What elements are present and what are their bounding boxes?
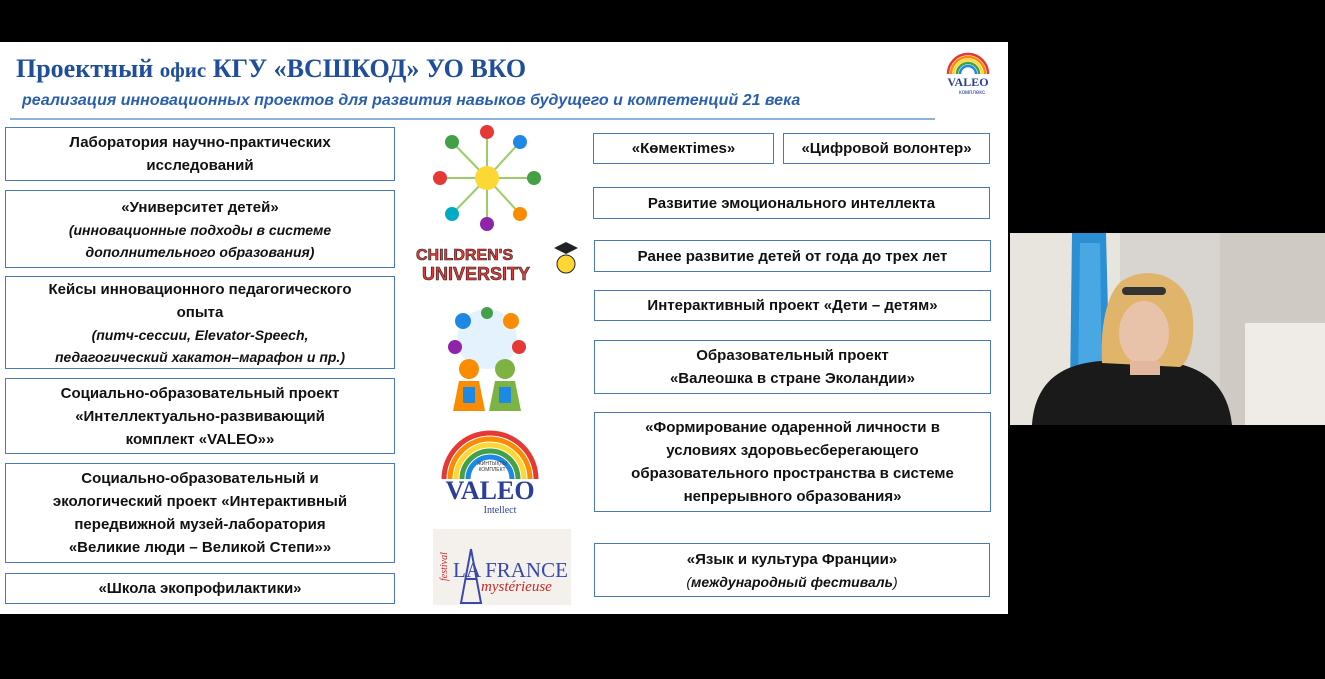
- valeo-logo: [942, 48, 994, 96]
- childrens-university-line1: CHILDREN'S: [416, 247, 514, 264]
- box-innovation-cases: Кейсы инновационного педагогического опыта (питч-сессии, Elevator-Speech, педагогический хакатон–марафон и пр.): [5, 276, 395, 369]
- divider: [10, 118, 935, 120]
- box-children-university: «Университет детей» (инновационные подходы в системе дополнительного образования): [5, 190, 395, 268]
- childrens-university-logo: [414, 240, 582, 286]
- la-france-text: LA FRANCE: [453, 558, 568, 582]
- valeo-sub-text: Intellect: [483, 505, 517, 516]
- slide-subtitle: реализация инновационных проектов для развития навыков будущего и компетенций 21 века: [22, 92, 801, 109]
- box-valeoshka-project: Образовательный проект «Валеошка в стране Эколандии»: [594, 340, 991, 394]
- mysterieuse-text: mystérieuse: [481, 579, 552, 595]
- box-valeo-project: Социально-образовательный проект «Интеллектуально-развивающий комплект «VALEO»»: [5, 378, 395, 454]
- network-people-icon: [430, 122, 544, 234]
- valeo-small-line2: КОМПЛЕКТ: [478, 467, 506, 473]
- people-devices-icon: [437, 307, 537, 413]
- box-emotional-intelligence: Развитие эмоционального интеллекта: [593, 187, 990, 219]
- box-french-culture: «Язык и культура Франции» (международный фестиваль): [594, 543, 990, 597]
- valeo-intellect-logo: [438, 427, 542, 517]
- box-komektimes: «Көмектimes»: [593, 133, 774, 164]
- valeo-small-line1: ЖИНТЫҚТЫ: [477, 461, 507, 467]
- box-children-to-children: Интерактивный проект «Дети – детям»: [594, 290, 991, 321]
- la-france-mysterieuse-logo: [433, 529, 571, 605]
- box-early-development: Ранее развитие детей от года до трех лет: [594, 240, 991, 272]
- valeo-logo-caption: комплекс: [959, 90, 985, 96]
- valeo-logo-text: VALEO: [947, 75, 989, 89]
- festival-vertical-text: festival: [439, 552, 450, 581]
- childrens-university-line2: UNIVERSITY: [422, 264, 531, 284]
- box-gifted-personality: «Формирование одаренной личности в условиях здоровьесберегающего образовательного пространства в системе непрерывного образования»: [594, 412, 991, 512]
- slide-title: Проектный офис КГУ «ВСШКОД» УО ВКО: [16, 54, 527, 83]
- valeo-main-text: VALEO: [445, 476, 535, 505]
- box-museum-lab: Социально-образовательный и экологический проект «Интерактивный передвижной музей-лаборатория «Великие люди – Великой Степи»»: [5, 463, 395, 563]
- participant-video-tile[interactable]: [1010, 233, 1325, 425]
- participant-video-feed: [1010, 233, 1325, 425]
- box-digital-volunteer: «Цифровой волонтер»: [783, 133, 990, 164]
- box-eco-school: «Школа экопрофилактики»: [5, 573, 395, 604]
- presentation-slide: [0, 42, 1008, 614]
- box-research-lab: Лаборатория научно-практических исследований: [5, 127, 395, 181]
